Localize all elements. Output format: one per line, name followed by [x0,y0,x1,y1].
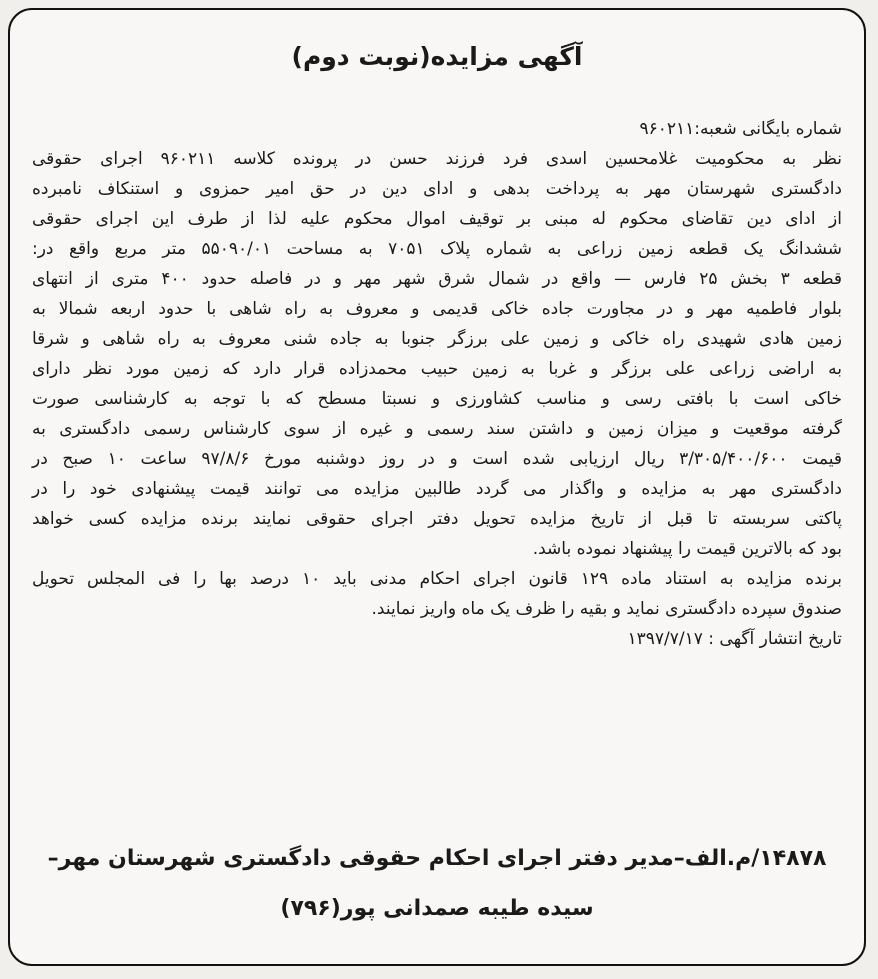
body-line: بلوار فاطمیه مهر و در مجاورت جاده خاکی قدیمی و معروف به راه شاهی با حدود اربعه شمالا به [32,299,842,319]
body-line: نظر به محکومیت غلامحسین اسدی فرد فرزند حسن در پرونده کلاسه ۹۶۰۲۱۱ اجرای حقوقی [32,149,843,169]
body-line: برنده مزایده به استناد ماده ۱۲۹ قانون اجرای احکام مدنی باید ۱۰ درصد بها را فی المجلس تحویل [32,569,842,589]
body-line: ششدانگ یک قطعه زمین زراعی به شماره پلاک ۷۰۵۱ به مساحت ۵۵۰۹۰/۰۱ متر مربع واقع در: [32,239,842,259]
notice-frame [8,8,866,966]
notice-title: آگهی مزایده(نوبت دوم) [291,42,583,71]
body-line: قطعه ۳ بخش ۲۵ فارس — واقع در شمال شرق شهر مهر و در فاصله حدود ۴۰۰ متری از انتهای [32,269,843,289]
body-line: دادگستری مهر به مزایده و واگذار می گردد طالبین مزایده می توانند قیمت پیشنهادی خود را در [32,479,842,499]
signature-office: ۱۴۸۷۸/م.الف–مدیر دفتر اجرای احکام حقوقی دادگستری شهرستان مهر– [47,846,827,871]
body-line: پاکتی سربسته تا قبل از تاریخ مزایده تحویل دفتر اجرای حقوقی نمایند برنده مزایده کسی خواهد [32,509,842,529]
body-line: به اراضی زراعی علی برزگر و غربا به زمین حبیب محمدزاده قرار دارد که زمین مورد نظر دارای [32,359,842,379]
body-line: دادگستری شهرستان مهر به پرداخت بدهی و ادای دین در حق امیر حمزوی و استنکاف نامبرده [32,179,842,199]
archive-number-line: شماره بایگانی شعبه:۹۶۰۲۱۱ [639,119,842,139]
body-line: بود که بالاترین قیمت را پیشنهاد نموده باشد. [532,539,842,559]
body-line: قیمت ۳/۳۰۵/۴۰۰/۶۰۰ ریال ارزیابی شده است و در روز دوشنبه مورخ ۹۷/۸/۶ ساعت ۱۰ صبح در [32,449,842,469]
publish-date-line: تاریخ انتشار آگهی : ۱۳۹۷/۷/۱۷ [627,629,842,649]
signature-name: سیده طیبه صمدانی پور(۷۹۶) [280,896,594,921]
body-line: زمین هادی شهیدی راه خاکی و زمین علی برزگر جنوبا به جاده شنی معروف به راه شاهی و شرقا [32,329,842,349]
body-line: خاکی است با بافتی رسی و مناسب کشاورزی و نسبتا مسطح که با توجه به کارشناسی صورت [32,389,842,409]
notice-body [32,114,842,654]
body-line: گرفته موقعیت و میزان زمین و داشتن سند رسمی و غیره از سوی کارشناس رسمی دادگستری به [32,419,842,439]
body-line: صندوق سپرده دادگستری نماید و بقیه را ظرف یک ماه واریز نمایند. [371,599,842,619]
body-line: از ادای دین تقاضای محکوم له مبنی بر توقیف اموال محکوم علیه لذا از طرف این اجرای حقوقی [32,209,842,229]
